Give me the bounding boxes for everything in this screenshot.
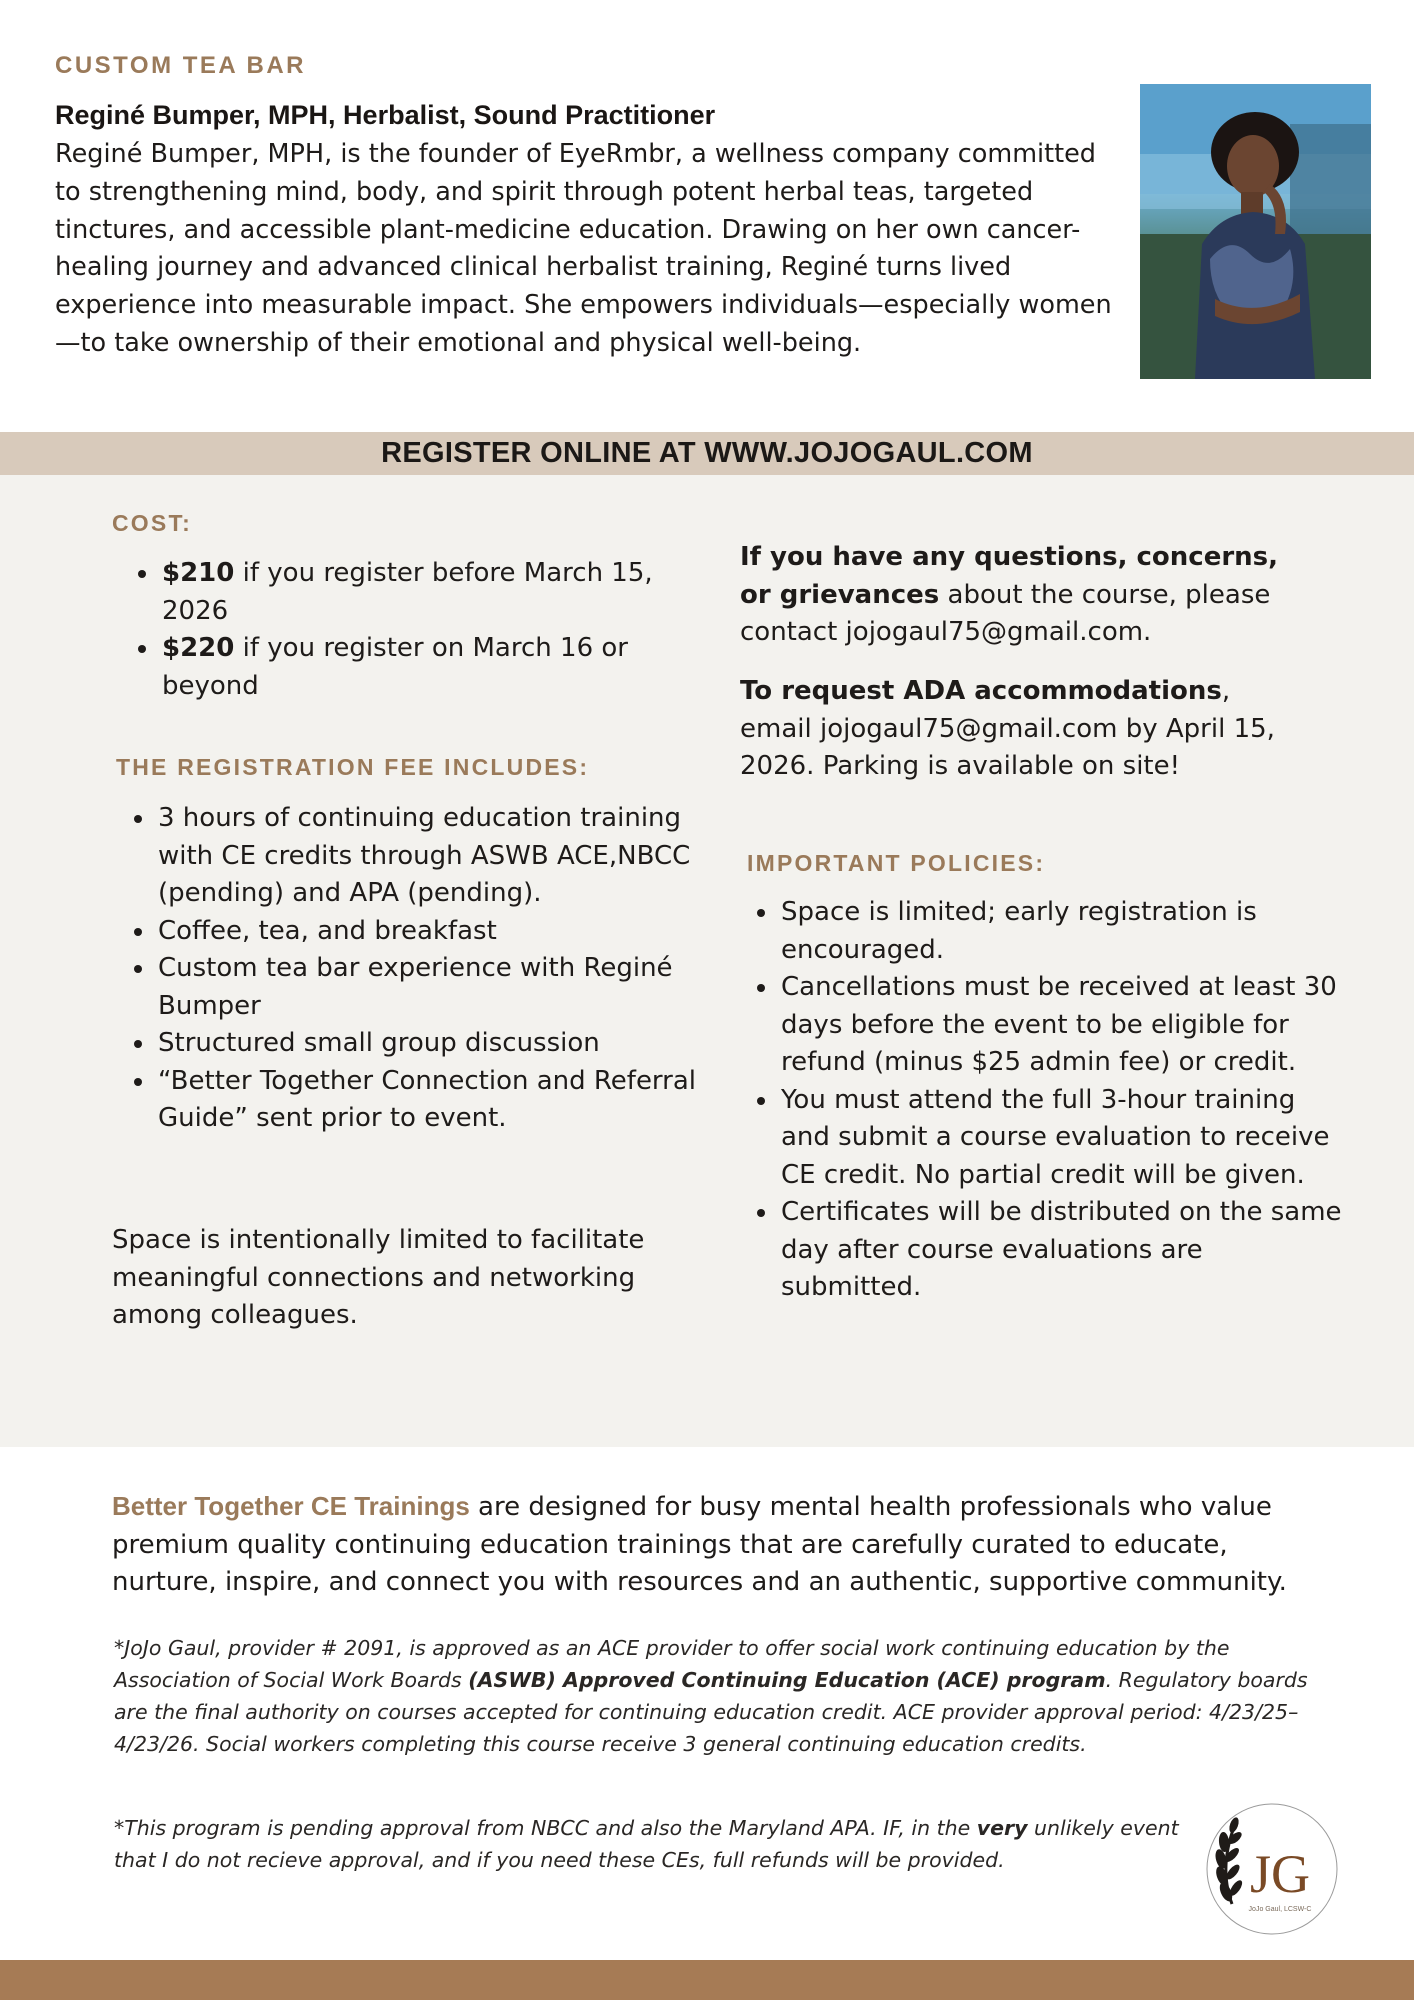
bio-text: Reginé Bumper, MPH, is the founder of EyeRmbr, a wellness company committed to strengthening mind, body, and spirit through potent herbal teas, targeted tinctures, and accessible plant-medicine education. Drawing on her own cancer-healing journey and advanced clinical herbalist training, Reginé turns lived experience into measurable impact. She empowers individuals—especially women—to take ownership of their emotional and physical well-being. [55, 139, 1112, 358]
nbcc-approval-note [114, 1812, 1184, 1876]
bottom-bar [0, 1960, 1414, 2000]
jg-logo-graphic [1196, 1796, 1344, 1942]
ace-note-part-a: *JoJo Gaul, provider # 2091, is approved as an ACE provider to offer social work continuing education by the Association of Social Work Boards [114, 1636, 1230, 1692]
ada-rest: , email jojogaul75@gmail.com by April 15, 2026. Parking is available on site! [740, 676, 1275, 781]
policy-item: • Cancellations must be received at least 30 days before the event to be eligible for refund (minus $25 admin fee) or credit. [779, 969, 1349, 1082]
section-kicker-custom-tea-bar: CUSTOM TEA BAR [55, 52, 306, 79]
cost-item [160, 555, 720, 630]
nbcc-note-bold: very [976, 1816, 1028, 1840]
ace-note-part-b: . Regulatory boards are the final authority on courses accepted for continuing education credit. ACE provider approval period: 4/23/25–4/23/26. Social workers completing this course receive 3 general continuing education credits. [114, 1668, 1308, 1756]
bio-title: Reginé Bumper, MPH, Herbalist, Sound Practitioner [55, 100, 716, 130]
contact-questions [740, 539, 1310, 652]
cost-condition: if you register before March 15, 2026 [162, 558, 653, 626]
policy-item: • Space is limited; early registration is encouraged. [779, 894, 1349, 969]
nbcc-note-part-a: *This program is pending approval from NBCC and also the Maryland APA. IF, in the [114, 1816, 977, 1840]
fee-include-item: • 3 hours of continuing education training with CE credits through ASWB ACE,NBCC (pending) and APA (pending). [156, 800, 716, 913]
logo-monogram: JG [1249, 1844, 1311, 1904]
cost-list [116, 555, 720, 705]
portrait-photo [1140, 84, 1371, 379]
fee-includes-list [112, 800, 716, 1138]
policies-heading: IMPORTANT POLICIES: [747, 850, 1046, 876]
questions-rest: about the course, please contact jojogaul75@gmail.com. [740, 579, 1271, 647]
footer-intro [112, 1488, 1337, 1602]
policy-item: • You must attend the full 3-hour training and submit a course evaluation to receive CE credit. No partial credit will be given. [779, 1082, 1349, 1195]
ace-provider-note [114, 1632, 1334, 1760]
ace-note-bold: (ASWB) Approved Continuing Education (ACE) program [468, 1668, 1106, 1692]
footer-intro-rest: are designed for busy mental health professionals who value premium quality continuing education trainings that are carefully curated to educate, nurture, inspire, and connect you with resources and an authentic, supportive community. [112, 1492, 1287, 1597]
policies-list [735, 894, 1349, 1307]
register-banner [0, 432, 1414, 475]
fee-includes-closing: Space is intentionally limited to facilitate meaningful connections and networking among colleagues. [112, 1225, 645, 1330]
cost-item [160, 630, 720, 705]
fee-include-item: • Coffee, tea, and breakfast [156, 913, 716, 951]
register-url-text: REGISTER ONLINE AT WWW.JOJOGAUL.COM [381, 437, 1033, 469]
fee-include-item: • Custom tea bar experience with Reginé Bumper [156, 950, 716, 1025]
questions-bold: If you have any questions, concerns, or grievances [740, 542, 1279, 610]
fee-includes-heading: THE REGISTRATION FEE INCLUDES: [116, 754, 590, 780]
ada-bold: To request ADA accommodations [740, 676, 1222, 706]
cost-price: $210 [162, 558, 235, 588]
brand-name: Better Together CE Trainings [112, 1491, 470, 1521]
cost-price: $220 [162, 633, 235, 663]
cost-condition: if you register on March 16 or beyond [162, 633, 628, 701]
fee-include-item: • Structured small group discussion [156, 1025, 716, 1063]
policy-item: • Certificates will be distributed on the same day after course evaluations are submitted. [779, 1194, 1349, 1307]
jg-logo [1196, 1796, 1344, 1942]
cost-heading: COST: [112, 510, 192, 536]
nbcc-note-part-b: unlikely event that I do not recieve approval, and if you need these CEs, full refunds will be provided. [114, 1816, 1179, 1872]
contact-ada [740, 673, 1310, 786]
portrait-illustration [1140, 84, 1371, 379]
logo-caption: JoJo Gaul, LCSW-C [1248, 1906, 1312, 1913]
fee-include-item: • “Better Together Connection and Referral Guide” sent prior to event. [156, 1063, 716, 1138]
